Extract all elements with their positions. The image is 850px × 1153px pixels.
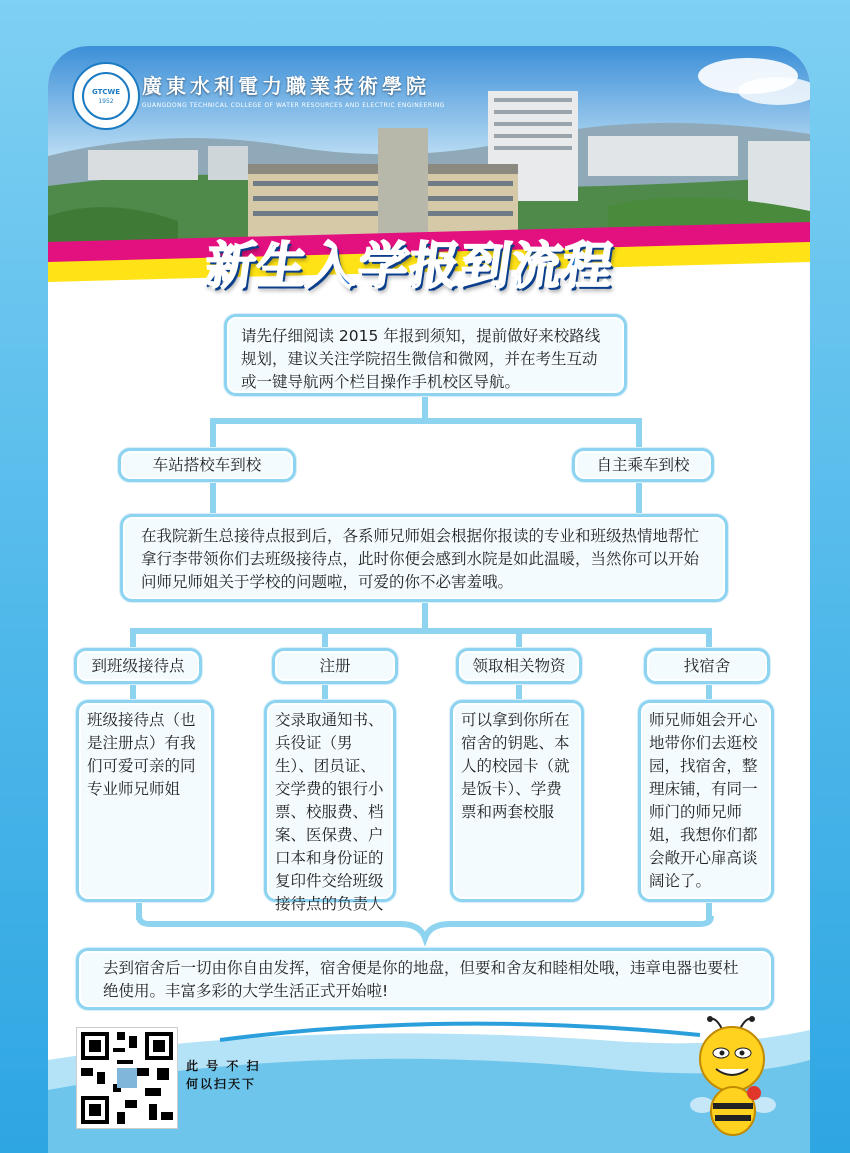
qr-caption [186, 1057, 261, 1093]
option-box-shuttle [118, 448, 296, 482]
step-label-classroom: 到班级接待点 [91, 656, 185, 675]
college-logo [72, 62, 140, 130]
connector [422, 598, 428, 632]
step-label-dorm: 找宿舍 [683, 656, 731, 675]
step-label-box [74, 648, 202, 684]
step-detail-classroom: 班级接待点（也是注册点）有我们可爱可亲的同专业师兄师姐 [87, 711, 196, 798]
connector [422, 394, 428, 420]
step-label-register: 注册 [319, 656, 351, 675]
school-name [142, 70, 445, 109]
connector [636, 478, 642, 518]
step-label-box [644, 648, 770, 684]
logo-year: 1952 [98, 97, 114, 105]
intro-box [224, 314, 627, 396]
option-box-self [572, 448, 714, 482]
step-detail-box [638, 700, 774, 902]
step-detail-dorm: 师兄师姐会开心地带你们去逛校园，找宿舍，整理床铺，有同一师门的师兄师姐，我想你们都会敞开心扉高谈阔论了。 [649, 711, 758, 890]
bracket-connector [130, 900, 720, 950]
intro-text: 请先仔细阅读 2015 年报到须知，提前做好来校路线规划，建议关注学院招生微信和微网，并在考生互动或一键导航两个栏目操作手机校区导航。 [241, 327, 601, 391]
connector [210, 478, 216, 518]
connector [210, 418, 642, 424]
step-label-supplies: 领取相关物资 [472, 656, 566, 675]
step-detail-box [450, 700, 584, 902]
option-self-label: 自主乘车到校 [596, 455, 690, 474]
poster-title: 新生入学报到流程 [201, 237, 618, 295]
logo-abbreviation: GTCWE [91, 87, 121, 96]
qr-caption-line2: 何以扫天下 [186, 1077, 257, 1091]
reception-text: 在我院新生总接待点报到后，各系师兄师姐会根据你报读的专业和班级热情地帮忙拿行李带领你们去班级接待点，此时你便会感到水院是如此温暖，当然你可以开始问师兄师姐关于学校的问题啦，可爱的你不必害羞哦。 [141, 527, 700, 591]
connector [636, 418, 642, 452]
step-detail-box [264, 700, 396, 913]
step-detail-box [76, 700, 214, 902]
connector [130, 628, 712, 634]
final-text: 去到宿舍后一切由你自由发挥，宿舍便是你的地盘，但要和舍友和睦相处哦，违章电器也要杜绝使用。丰富多彩的大学生活正式开始啦! [103, 959, 739, 1000]
step-detail-supplies: 可以拿到你所在宿舍的钥匙、本人的校园卡（就是饭卡）、学费票和两套校服 [461, 711, 570, 821]
qr-code[interactable] [76, 1027, 178, 1129]
option-shuttle-label: 车站搭校车到校 [152, 455, 262, 474]
school-name-cn: 廣東水利電力職業技術學院 [142, 74, 430, 98]
step-label-box [456, 648, 582, 684]
step-detail-register: 交录取通知书、兵役证（男生）、团员证、交学费的银行小票、校服费、档案、医保费、户口本和身份证的复印件交给班级接待点的负责人 [275, 711, 384, 913]
connector [210, 418, 216, 452]
step-label-box [272, 648, 398, 684]
bee-mascot [688, 1015, 778, 1140]
reception-box [120, 514, 728, 602]
qr-caption-line1: 此 号 不 扫 [186, 1059, 261, 1073]
school-name-en: GUANGDONG TECHNICAL COLLEGE OF WATER RESOURCES AND ELECTRIC ENGINEERING [142, 102, 445, 109]
